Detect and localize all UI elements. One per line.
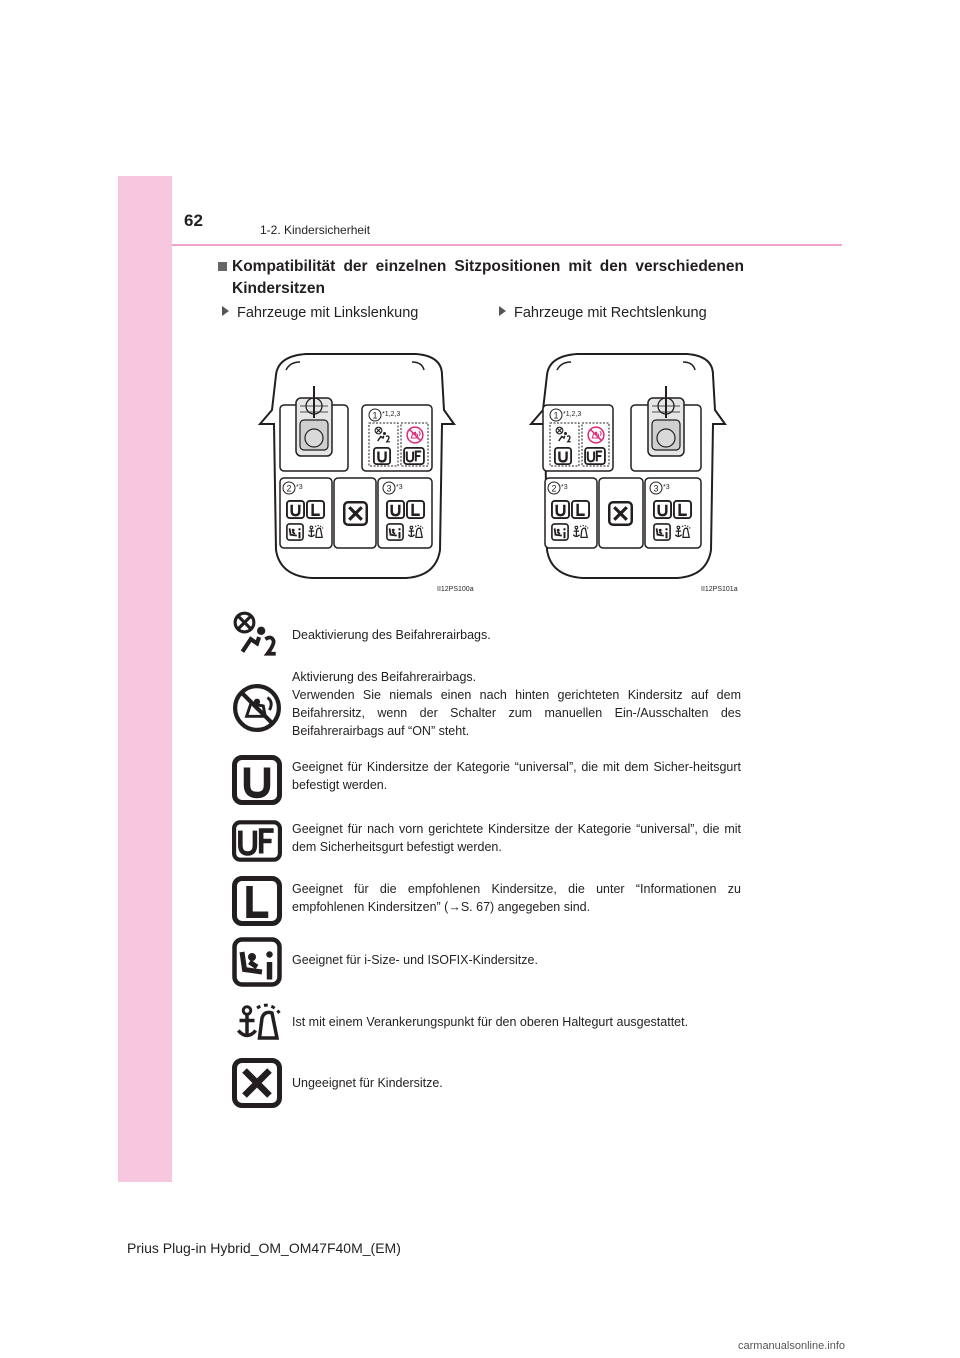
seat-1-footnote: *1,2,3 — [382, 411, 401, 418]
section-heading — [232, 256, 744, 300]
universal-u-icon — [387, 501, 404, 518]
legend-airbag-off: Deaktivierung des Beifahrerairbags. — [292, 628, 491, 642]
isize-isofix-icon — [232, 937, 282, 987]
universal-u-icon — [374, 448, 390, 464]
universal-u-icon — [555, 448, 571, 464]
legend-isize-isofix: Geeignet für i-Size- und ISOFIX-Kindersitze. — [292, 953, 538, 967]
recommended-l-icon — [307, 501, 324, 518]
universal-u-icon — [287, 501, 304, 518]
page-number: 62 — [184, 211, 203, 230]
unsuitable-x-icon — [232, 1058, 282, 1108]
airbag-on-icon — [407, 427, 423, 443]
airbag-off-icon — [232, 610, 282, 660]
heading-line-2: Kindersitzen — [232, 280, 326, 297]
recommended-l-icon — [674, 501, 691, 518]
front-passenger-seat-1 — [362, 405, 432, 471]
seat-3-footnote: *3 — [663, 484, 670, 491]
seat-number-1: 1 — [553, 410, 559, 421]
right-hand-drive-seat-diagram — [527, 350, 727, 582]
recommended-l-icon — [232, 876, 282, 926]
recommended-l-icon — [407, 501, 424, 518]
legend-unsuitable: Ungeeignet für Kindersitze. — [292, 1076, 443, 1090]
variant-right-hand-drive: Fahrzeuge mit Rechtslenkung — [499, 305, 707, 321]
top-tether-anchor-icon — [232, 998, 282, 1048]
variant-left-hand-drive: Fahrzeuge mit Linkslenkung — [222, 305, 418, 321]
section-title: 1-2. Kindersicherheit — [260, 223, 371, 237]
seat-2-footnote: *3 — [296, 484, 303, 491]
isize-isofix-icon — [654, 524, 670, 540]
unsuitable-x-icon — [609, 502, 632, 525]
rear-seat-3 — [645, 478, 701, 548]
front-passenger-seat-1 — [543, 405, 613, 471]
legend-airbag-on: Aktivierung des Beifahrerairbags. Verwenden Sie niemals einen nach hinten gerichteten Kindersitz auf dem Beifahrersitz, wenn der Schalter zum manuellen Ein-/Ausschalten des Beifahrerairbags auf “ON” steht. — [292, 670, 741, 738]
seat-number-3: 3 — [386, 483, 392, 494]
universal-u-icon — [654, 501, 671, 518]
recommended-l-icon — [572, 501, 589, 518]
seat-number-1: 1 — [372, 410, 378, 421]
heading-line-1: Kompatibilität der einzelnen Sitzpositionen mit den verschiedenen — [232, 258, 744, 275]
universal-u-icon — [232, 755, 282, 805]
isize-isofix-icon — [287, 524, 303, 540]
seat-1-footnote: *1,2,3 — [563, 411, 582, 418]
seat-number-2: 2 — [551, 483, 557, 494]
isize-isofix-icon — [387, 524, 403, 540]
footer-manual-id: Prius Plug-in Hybrid_OM_OM47F40M_(EM) — [127, 1240, 401, 1256]
rear-seat-2 — [545, 478, 597, 548]
seat-number-2: 2 — [286, 483, 292, 494]
header-rule — [172, 244, 842, 246]
legend-recommended-l: Geeignet für die empfohlenen Kindersitze, die unter “Informationen zu empfohlenen Kindersitzen” (→S. 67) angegeben sind. — [292, 882, 741, 914]
seat-3-footnote: *3 — [396, 484, 403, 491]
arrow-bullet-icon — [499, 306, 506, 316]
airbag-on-icon — [588, 427, 604, 443]
legend-universal-forward-uf: Geeignet für nach vorn gerichtete Kindersitze der Kategorie “universal”, die mit dem Sicherheitsgurt befestigt werden. — [292, 822, 741, 854]
rear-seat-3 — [378, 478, 432, 548]
isize-isofix-icon — [552, 524, 568, 540]
legend-top-tether: Ist mit einem Verankerungspunkt für den oberen Haltegurt ausgestattet. — [292, 1015, 689, 1029]
seat-number-3: 3 — [653, 483, 659, 494]
universal-forward-uf-icon — [585, 448, 605, 464]
airbag-on-no-rearward-seat-icon — [232, 683, 282, 733]
universal-u-icon — [552, 501, 569, 518]
seat-2-footnote: *3 — [561, 484, 568, 491]
pink-sidebar-tab — [118, 176, 172, 1182]
rear-seat-2 — [280, 478, 332, 548]
unsuitable-x-icon — [344, 502, 367, 525]
left-hand-drive-seat-diagram — [256, 350, 456, 582]
arrow-bullet-icon — [222, 306, 229, 316]
diagram-code-right: II12PS101a — [701, 586, 738, 593]
diagram-code-left: II12PS100a — [437, 586, 474, 593]
rear-center-seat — [599, 478, 643, 548]
universal-forward-uf-icon — [232, 816, 282, 866]
watermark: carmanualsonline.info — [738, 1340, 846, 1352]
rear-center-seat — [334, 478, 376, 548]
legend-universal-u: Geeignet für Kindersitze der Kategorie “universal”, die mit dem Sicher-heitsgurt befestigt werden. — [292, 760, 741, 792]
heading-bullet-icon — [218, 262, 227, 271]
universal-forward-uf-icon — [404, 448, 424, 464]
